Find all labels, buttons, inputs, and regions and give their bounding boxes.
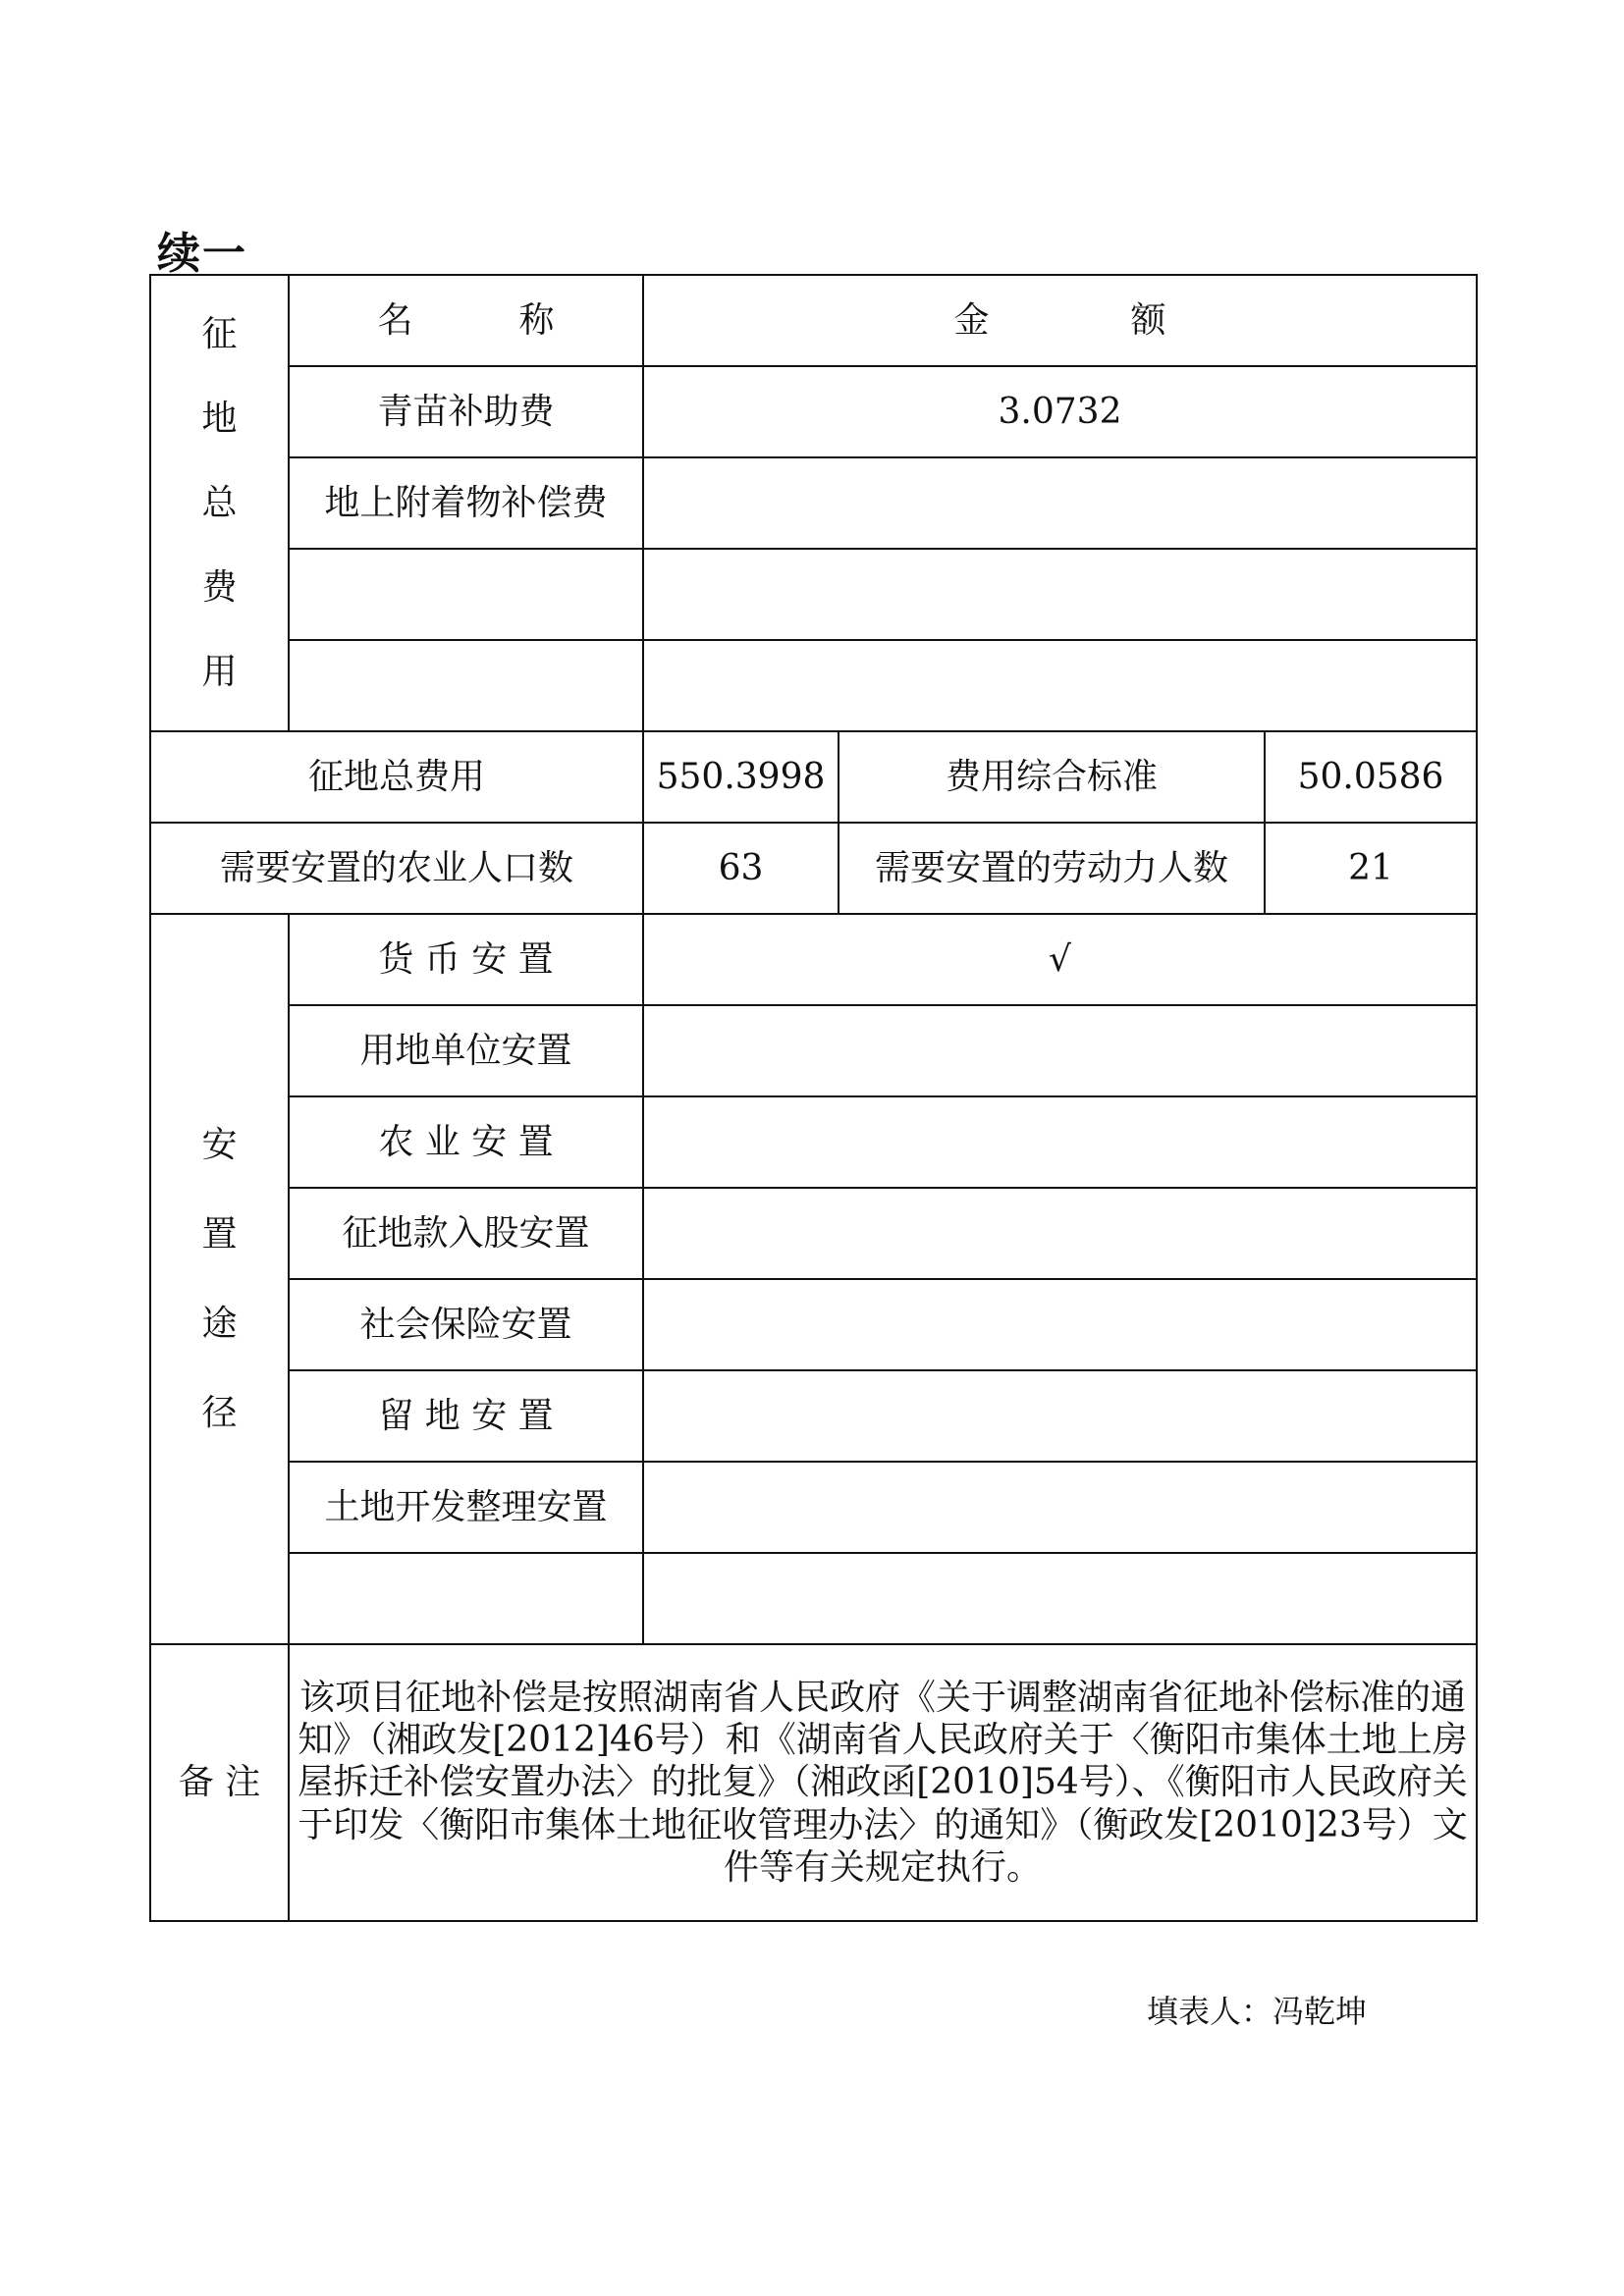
resettle-name-cell: 土地开发整理安置 [289, 1462, 643, 1553]
amount-column-header: 金 额 [643, 275, 1477, 366]
resettle-name-cell [289, 1553, 643, 1644]
fee-row [150, 640, 1477, 731]
resettle-name-cell: 征地款入股安置 [289, 1188, 643, 1279]
form-filler: 填表人：冯乾坤 [1147, 1993, 1368, 2030]
resettle-value-cell [643, 1370, 1477, 1462]
fee-name-cell: 青苗补助费 [289, 366, 643, 457]
resettle-row [150, 1096, 1477, 1188]
resettle-value-cell [643, 1188, 1477, 1279]
fee-name-cell: 地上附着物补偿费 [289, 457, 643, 549]
population-row [150, 823, 1477, 914]
fee-amount-cell: 3.0732 [643, 366, 1477, 457]
land-fee-section-label: 征 地 总 费 用 [150, 275, 289, 731]
fee-row [150, 549, 1477, 640]
labor-value: 21 [1265, 823, 1477, 914]
population-label: 需要安置的农业人口数 [150, 823, 643, 914]
fee-row [150, 366, 1477, 457]
resettle-row [150, 1188, 1477, 1279]
resettle-name-cell: 社会保险安置 [289, 1279, 643, 1370]
fee-amount-cell [643, 549, 1477, 640]
resettle-row [150, 914, 1477, 1005]
resettle-value-cell [643, 1462, 1477, 1553]
fee-amount-cell [643, 640, 1477, 731]
resettle-value-cell [643, 1279, 1477, 1370]
resettle-row [150, 1005, 1477, 1096]
resettle-value-cell: √ [643, 914, 1477, 1005]
land-compensation-table [149, 274, 1478, 1922]
fee-row [150, 457, 1477, 549]
resettle-value-cell [643, 1005, 1477, 1096]
resettle-row [150, 1553, 1477, 1644]
resettle-row [150, 1462, 1477, 1553]
fee-header-row [150, 275, 1477, 366]
total-cost-value: 550.3998 [643, 731, 839, 823]
resettle-row [150, 1370, 1477, 1462]
resettle-value-cell [643, 1553, 1477, 1644]
fee-name-cell [289, 549, 643, 640]
total-cost-label: 征地总费用 [150, 731, 643, 823]
resettle-section-label: 安 置 途 径 [150, 914, 289, 1644]
standard-value: 50.0586 [1265, 731, 1477, 823]
population-value: 63 [643, 823, 839, 914]
total-cost-row [150, 731, 1477, 823]
resettle-value-cell [643, 1096, 1477, 1188]
resettle-row [150, 1279, 1477, 1370]
fee-name-cell [289, 640, 643, 731]
page-heading: 续一 [157, 229, 247, 279]
remarks-text: 该项目征地补偿是按照湖南省人民政府《关于调整湖南省征地补偿标准的通知》（湘政发[2012]46号）和《湖南省人民政府关于〈衡阳市集体土地上房屋拆迁补偿安置办法〉的批复》（湘政函[2010]54号）、《衡阳市人民政府关于印发〈衡阳市集体土地征收管理办法〉的通知》（衡政发[2010]23号）文件等有关规定执行。 [289, 1644, 1477, 1921]
fee-amount-cell [643, 457, 1477, 549]
remarks-label: 备 注 [150, 1644, 289, 1921]
resettle-name-cell: 用地单位安置 [289, 1005, 643, 1096]
resettle-name-cell: 留 地 安 置 [289, 1370, 643, 1462]
standard-label: 费用综合标准 [839, 731, 1265, 823]
resettle-name-cell: 农 业 安 置 [289, 1096, 643, 1188]
name-column-header: 名 称 [289, 275, 643, 366]
remarks-row [150, 1644, 1477, 1921]
labor-label: 需要安置的劳动力人数 [839, 823, 1265, 914]
resettle-name-cell: 货 币 安 置 [289, 914, 643, 1005]
